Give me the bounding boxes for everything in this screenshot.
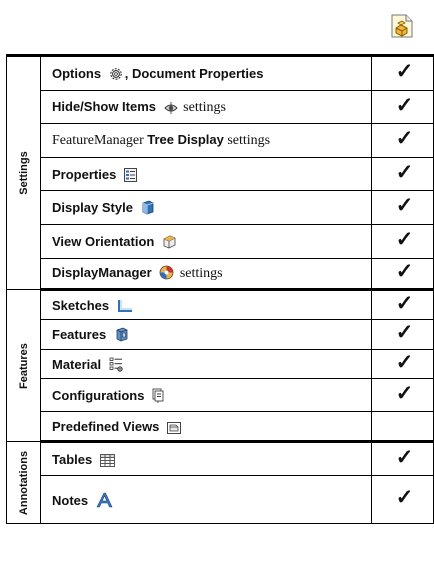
check-mark: ✓ — [395, 93, 414, 117]
row-text: Display Style — [52, 200, 133, 215]
configurations-icon — [152, 388, 165, 403]
row-label — [41, 56, 372, 91]
row-text: Tree Display — [147, 132, 224, 147]
note-icon — [96, 492, 113, 508]
table-row — [7, 350, 434, 379]
row-text: settings — [223, 133, 271, 148]
row-label — [41, 124, 372, 158]
check-mark: ✓ — [395, 321, 414, 344]
row-text: View Orientation — [52, 234, 155, 249]
table-row — [7, 476, 434, 524]
check-mark: ✓ — [395, 228, 414, 251]
table-row — [7, 225, 434, 259]
row-text: settings — [176, 266, 223, 281]
check-cell — [372, 191, 434, 225]
check-cell — [372, 225, 434, 259]
table-row — [7, 379, 434, 412]
check-cell — [372, 56, 434, 91]
check-cell — [372, 259, 434, 290]
group-label: Features — [18, 342, 30, 389]
row-text: , Document Properties — [124, 66, 264, 81]
check-mark: ✓ — [395, 381, 414, 405]
row-label — [41, 259, 372, 290]
check-cell — [372, 412, 434, 442]
group-label: Settings — [18, 151, 30, 195]
table-row — [7, 158, 434, 191]
check-mark: ✓ — [395, 486, 414, 509]
table-row — [7, 124, 434, 158]
check-mark: ✓ — [395, 291, 414, 315]
view-orientation-icon — [162, 234, 177, 249]
part-template-icon — [391, 14, 413, 38]
check-cell — [372, 158, 434, 191]
check-mark: ✓ — [395, 260, 414, 283]
table-row — [7, 320, 434, 350]
group-annotations — [7, 442, 41, 524]
check-cell — [372, 320, 434, 350]
table-row — [7, 259, 434, 290]
check-mark: ✓ — [395, 127, 414, 150]
group-settings — [7, 56, 41, 290]
row-text: Material — [52, 356, 102, 372]
row-label — [41, 225, 372, 259]
row-label — [41, 290, 372, 320]
check-cell — [372, 442, 434, 476]
table-icon — [100, 454, 115, 467]
row-label — [41, 320, 372, 350]
row-text: DisplayManager — [52, 265, 152, 280]
check-mark: ✓ — [395, 350, 414, 374]
check-cell — [372, 350, 434, 379]
row-text: Configurations — [52, 387, 145, 403]
gear-icon — [109, 67, 123, 81]
table-row — [7, 56, 434, 91]
check-cell — [372, 91, 434, 124]
table-row — [7, 412, 434, 442]
row-label — [41, 379, 372, 412]
check-cell — [372, 379, 434, 412]
row-label — [41, 350, 372, 379]
display-manager-icon — [159, 265, 174, 280]
row-label — [41, 442, 372, 476]
row-label — [41, 412, 372, 442]
check-mark: ✓ — [395, 445, 414, 469]
check-mark: ✓ — [395, 160, 414, 184]
group-label: Annotations — [18, 450, 30, 515]
row-label — [41, 158, 372, 191]
check-cell — [372, 124, 434, 158]
row-text: Tables — [52, 451, 93, 467]
check-mark: ✓ — [395, 60, 414, 83]
row-label — [41, 476, 372, 524]
material-icon — [109, 357, 123, 372]
display-style-icon — [141, 200, 155, 215]
check-cell — [372, 476, 434, 524]
predefined-views-icon — [167, 422, 181, 434]
check-mark: ✓ — [395, 194, 414, 217]
sketch-icon — [117, 299, 133, 313]
row-text: Notes — [52, 492, 89, 508]
row-label — [41, 191, 372, 225]
group-features — [7, 290, 41, 442]
table-row — [7, 290, 434, 320]
row-text: Sketches — [52, 297, 110, 313]
eye-icon — [164, 102, 178, 114]
row-text: Properties — [52, 166, 117, 182]
row-text: Features — [52, 327, 107, 342]
row-text: FeatureManager — [52, 133, 148, 148]
table-row — [7, 191, 434, 225]
check-cell — [372, 290, 434, 320]
features-icon — [114, 327, 129, 342]
properties-icon — [124, 168, 137, 182]
table-row — [7, 442, 434, 476]
row-text: Hide/Show Items — [52, 98, 157, 114]
row-text: settings — [179, 99, 226, 115]
row-text: Options — [52, 66, 102, 81]
table-row — [7, 91, 434, 124]
feature-matrix-table — [6, 54, 434, 524]
row-label — [41, 91, 372, 124]
row-text: Predefined Views — [52, 418, 160, 434]
